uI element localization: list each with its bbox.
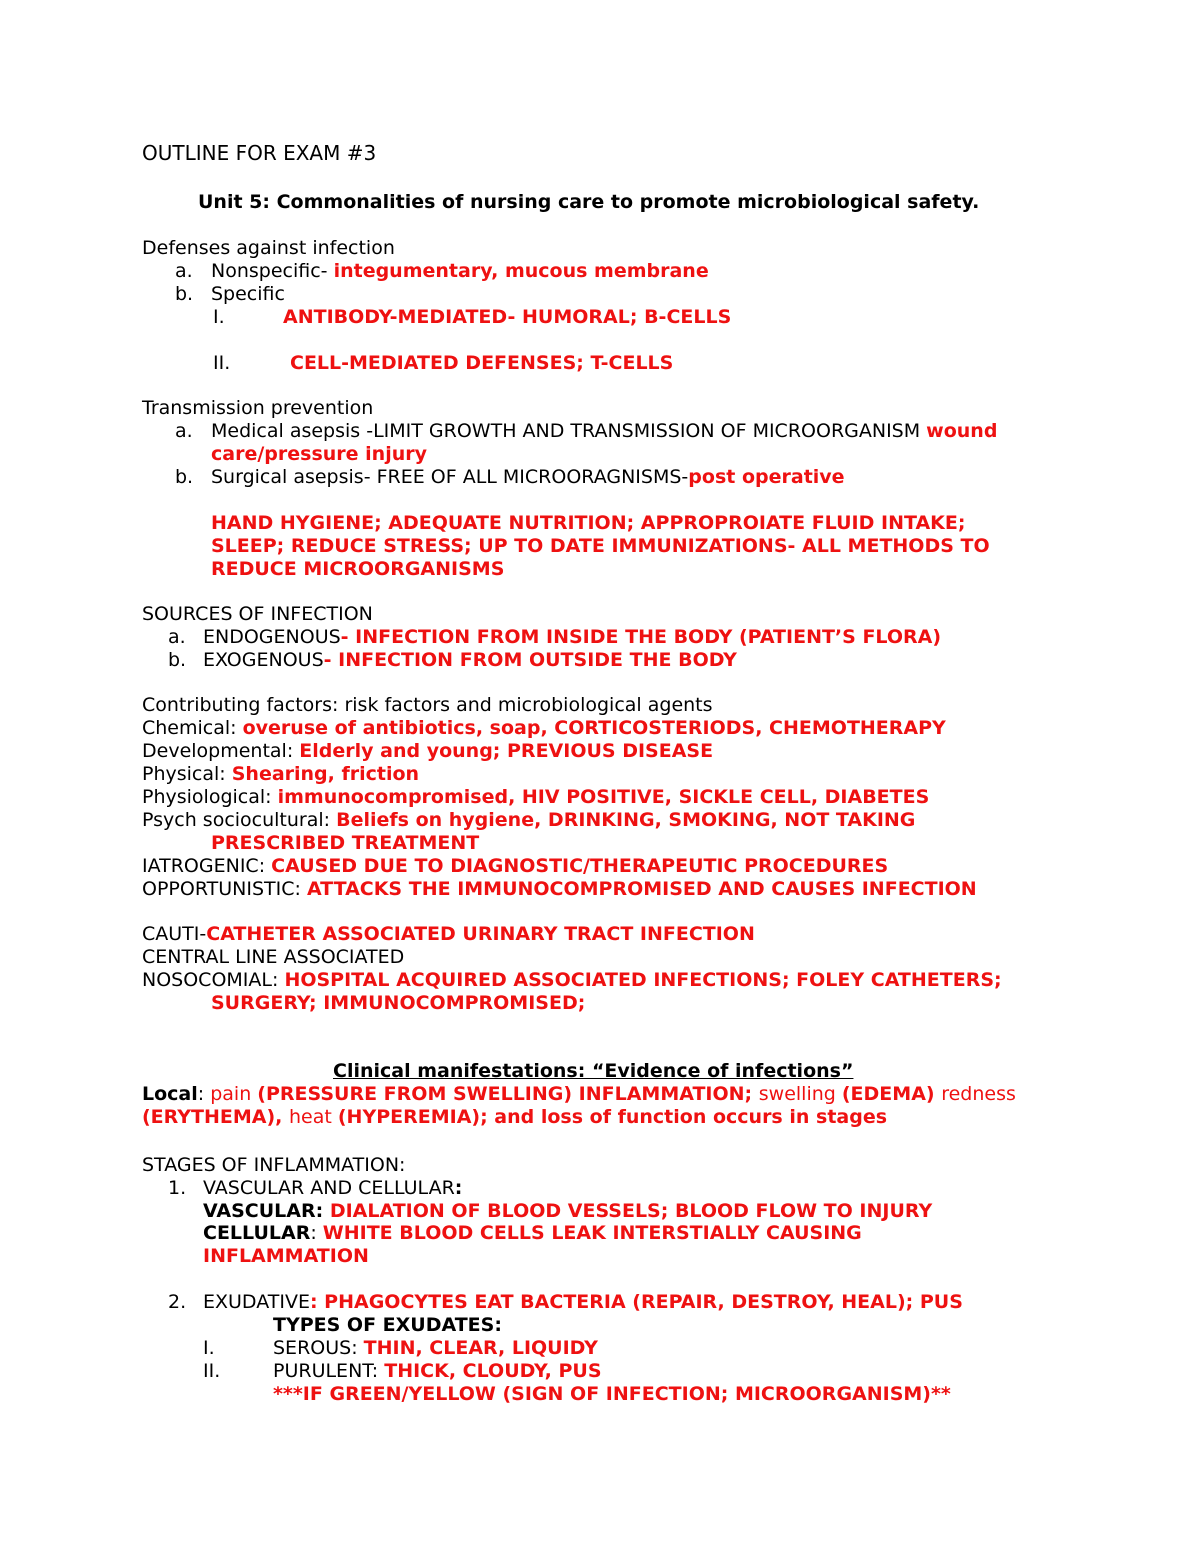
- factor-iatrogenic: [142, 855, 888, 878]
- item-answer: HOSPITAL ACQUIRED ASSOCIATED INFECTIONS; FOLEY CATHETERS;: [284, 969, 1002, 991]
- factor-physiological: [142, 786, 929, 809]
- item-answer: post operative: [688, 466, 845, 488]
- list-marker: a.: [168, 626, 186, 648]
- sources-endogenous: [203, 626, 941, 649]
- list-marker: I.: [213, 306, 225, 328]
- symptom-heat: heat: [288, 1106, 338, 1128]
- stage-cellular-continued: INFLAMMATION: [203, 1245, 369, 1267]
- defenses-specific: Specific: [211, 283, 285, 305]
- transmission-medical-asepsis: [211, 420, 997, 443]
- item-answer: (ERYTHEMA),: [142, 1106, 289, 1128]
- item-answer: Elderly and young; PREVIOUS DISEASE: [299, 740, 714, 762]
- item-label: Developmental:: [142, 740, 300, 762]
- item-label: Local: [142, 1083, 198, 1105]
- factor-opportunistic: [142, 878, 977, 901]
- sources-exogenous: [203, 649, 737, 672]
- item-answer: overuse of antibiotics, soap, CORTICOSTERIODS, CHEMOTHERAPY: [242, 717, 946, 739]
- clinical-local: [142, 1083, 1016, 1106]
- item-answer: CATHETER ASSOCIATED URINARY TRACT INFECTION: [206, 923, 755, 945]
- defenses-heading: Defenses against infection: [142, 237, 395, 259]
- stage-vascular: [203, 1200, 932, 1223]
- item-label: EXUDATIVE: [203, 1291, 310, 1313]
- factor-chemical: [142, 717, 946, 740]
- item-answer: WHITE BLOOD CELLS LEAK INTERSTIALLY CAUSING: [322, 1222, 862, 1244]
- item-label: Nonspecific-: [211, 260, 334, 282]
- list-marker: b.: [175, 466, 194, 488]
- item-answer: - INFECTION FROM INSIDE THE BODY (PATIENT’S FLORA): [340, 626, 942, 648]
- exudate-infection-note: ***IF GREEN/YELLOW (SIGN OF INFECTION; MICROORGANISM)**: [273, 1383, 951, 1405]
- item-label: CELLULAR: [203, 1222, 311, 1244]
- transmission-medical-answer: care/pressure injury: [211, 443, 427, 465]
- item-answer: THICK, CLOUDY, PUS: [384, 1360, 602, 1382]
- item-label: Psych sociocultural:: [142, 809, 337, 831]
- item-label: EXOGENOUS: [203, 649, 324, 671]
- factor-physical: [142, 763, 419, 786]
- list-marker: 2.: [168, 1291, 187, 1313]
- list-marker: I.: [203, 1337, 215, 1359]
- symptom-swelling: swelling: [758, 1083, 842, 1105]
- transmission-note: HAND HYGIENE; ADEQUATE NUTRITION; APPROPROIATE FLUID INTAKE;: [211, 512, 966, 534]
- item-answer: (EDEMA): [841, 1083, 942, 1105]
- hai-central-line: CENTRAL LINE ASSOCIATED: [142, 946, 405, 968]
- item-label: Physiological:: [142, 786, 278, 808]
- stage-vascular-cellular: [203, 1177, 462, 1200]
- symptom-redness: redness: [941, 1083, 1016, 1105]
- item-answer: (HYPEREMIA); and loss of function occurs in stages: [337, 1106, 888, 1128]
- transmission-note: SLEEP; REDUCE STRESS; UP TO DATE IMMUNIZATIONS- ALL METHODS TO: [211, 535, 990, 557]
- item-label: NOSOCOMIAL:: [142, 969, 285, 991]
- item-label: VASCULAR:: [203, 1200, 330, 1222]
- item-answer: Beliefs on hygiene, DRINKING, SMOKING, NOT TAKING: [336, 809, 916, 831]
- list-marker: 1.: [168, 1177, 187, 1199]
- item-label: VASCULAR AND CELLULAR: [203, 1177, 455, 1199]
- stage-cellular: [203, 1222, 862, 1245]
- factor-developmental: [142, 740, 713, 763]
- item-label: IATROGENIC:: [142, 855, 272, 877]
- item-label: Surgical asepsis- FREE OF ALL MICROORAGNISMS-: [211, 466, 689, 488]
- transmission-surgical-asepsis: [211, 466, 845, 489]
- exudate-serous: [273, 1337, 598, 1360]
- transmission-note: REDUCE MICROORGANISMS: [211, 558, 505, 580]
- stages-heading: STAGES OF INFLAMMATION:: [142, 1154, 406, 1176]
- clinical-heading: Clinical manifestations: “Evidence of infections”: [333, 1060, 854, 1082]
- item-answer: immunocompromised, HIV POSITIVE, SICKLE CELL, DIABETES: [277, 786, 930, 808]
- transmission-heading: Transmission prevention: [142, 397, 374, 419]
- unit-heading: Unit 5: Commonalities of nursing care to promote microbiological safety.: [198, 191, 980, 213]
- stage-exudative: [203, 1291, 963, 1314]
- item-label: Physical:: [142, 763, 232, 785]
- item-answer: Shearing, friction: [231, 763, 420, 785]
- symptom-pain: pain: [210, 1083, 258, 1105]
- hai-nosocomial-continued: SURGERY; IMMUNOCOMPROMISED;: [211, 992, 586, 1014]
- list-marker: II.: [203, 1360, 221, 1382]
- item-label: SEROUS:: [273, 1337, 364, 1359]
- list-marker: II.: [213, 352, 231, 374]
- item-answer: (PRESSURE FROM SWELLING) INFLAMMATION;: [257, 1083, 759, 1105]
- exudate-purulent: [273, 1360, 602, 1383]
- item-answer: wound: [926, 420, 998, 442]
- item-label: PURULENT:: [273, 1360, 385, 1382]
- item-label: Chemical:: [142, 717, 243, 739]
- factor-psych-continued: PRESCRIBED TREATMENT: [211, 832, 480, 854]
- item-label: :: [197, 1083, 211, 1105]
- item-answer: CAUSED DUE TO DIAGNOSTIC/THERAPEUTIC PROCEDURES: [271, 855, 889, 877]
- item-label: ENDOGENOUS: [203, 626, 341, 648]
- item-label: :: [310, 1222, 323, 1244]
- list-marker: b.: [168, 649, 187, 671]
- item-answer: : PHAGOCYTES EAT BACTERIA (REPAIR, DESTROY, HEAL); PUS: [309, 1291, 963, 1313]
- item-answer: ATTACKS THE IMMUNOCOMPROMISED AND CAUSES INFECTION: [306, 878, 977, 900]
- defenses-cell-mediated: CELL-MEDIATED DEFENSES; T-CELLS: [290, 352, 674, 374]
- list-marker: b.: [175, 283, 194, 305]
- hai-nosocomial: [142, 969, 1002, 992]
- list-marker: a.: [175, 420, 193, 442]
- factor-psych: [142, 809, 915, 832]
- defenses-antibody: ANTIBODY-MEDIATED- HUMORAL; B-CELLS: [283, 306, 732, 328]
- item-answer: - INFECTION FROM OUTSIDE THE BODY: [323, 649, 737, 671]
- defenses-nonspecific: [211, 260, 709, 283]
- exudate-types-heading: TYPES OF EXUDATES:: [273, 1314, 502, 1336]
- document-title: OUTLINE FOR EXAM #3: [142, 141, 377, 165]
- item-label: OPPORTUNISTIC:: [142, 878, 307, 900]
- hai-cauti: [142, 923, 755, 946]
- item-label: Medical asepsis -LIMIT GROWTH AND TRANSMISSION OF MICROORGANISM: [211, 420, 927, 442]
- item-label: CAUTI-: [142, 923, 207, 945]
- list-marker: a.: [175, 260, 193, 282]
- item-answer: integumentary, mucous membrane: [333, 260, 709, 282]
- clinical-local-continued: [142, 1106, 887, 1129]
- sources-heading: SOURCES OF INFECTION: [142, 603, 373, 625]
- factors-heading: Contributing factors: risk factors and microbiological agents: [142, 694, 713, 716]
- item-answer: THIN, CLEAR, LIQUIDY: [363, 1337, 598, 1359]
- item-answer: DIALATION OF BLOOD VESSELS; BLOOD FLOW TO INJURY: [329, 1200, 933, 1222]
- item-label: :: [454, 1177, 463, 1199]
